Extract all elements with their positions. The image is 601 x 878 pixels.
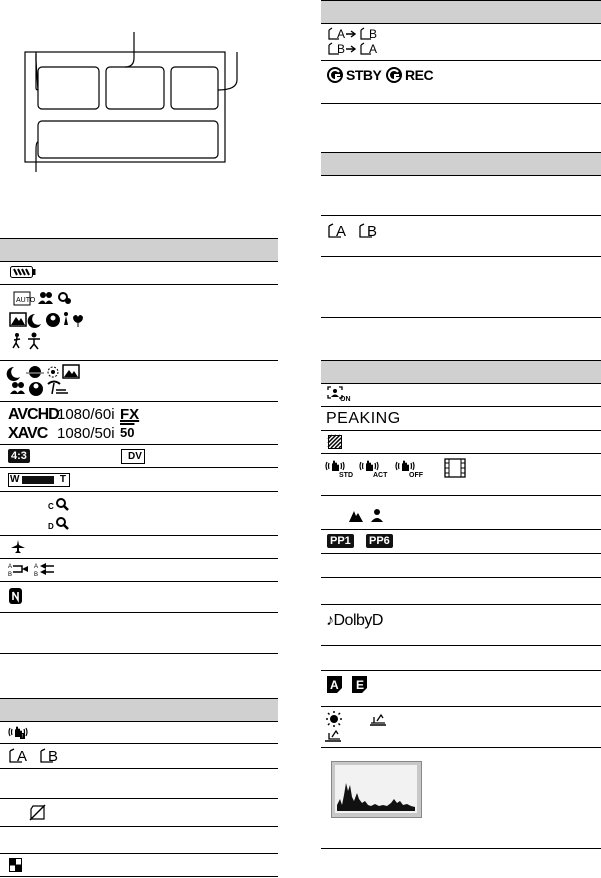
audio-e-label: E: [356, 678, 365, 692]
callout-right: [218, 52, 237, 90]
row-relay: [0, 559, 278, 582]
off-label: OFF: [409, 472, 423, 479]
row-aspect: [0, 445, 278, 468]
row-blank-r3: [321, 257, 601, 318]
row-clear-image-zoom: [0, 492, 278, 536]
relay-icons: [8, 562, 58, 578]
row-media-ab-r: [321, 216, 601, 257]
zoom-bar: [8, 473, 70, 487]
relay-b-to-a-icon: [34, 563, 54, 578]
copy-b2: B: [337, 42, 346, 56]
svg-text:D: D: [48, 522, 54, 531]
row-stby-rec: [321, 61, 601, 104]
svg-text:C: C: [48, 502, 54, 511]
row-blank-r4: [321, 554, 601, 578]
mountain-icon: [349, 511, 363, 522]
zoom-w-label: W: [10, 474, 20, 485]
aspect-4-3-badge: 4:3: [8, 449, 30, 463]
pp1-badge: PP1: [327, 534, 354, 548]
left-table-2-header: [0, 698, 278, 722]
nfc-icon: [9, 588, 23, 604]
left-table-2: [0, 698, 278, 878]
peaking-label: PEAKING: [326, 410, 401, 427]
portrait-icon: [38, 292, 53, 304]
zebra-icon: [328, 435, 342, 449]
steadyshot-warning-icon: [8, 725, 30, 739]
left-table: [0, 238, 278, 638]
screen-frame: [25, 52, 225, 162]
landscape-icon: [63, 365, 79, 378]
airplane-icon: [10, 540, 26, 554]
media-a-label-r: A: [336, 223, 347, 240]
row-battery: [0, 261, 278, 285]
copy-a2: A: [369, 42, 378, 56]
row-audio-a-e: [321, 671, 601, 707]
row-white-balance: [321, 707, 601, 748]
grid-icon: [9, 858, 23, 872]
copy-b1: B: [369, 27, 378, 41]
area-top-left: [38, 67, 99, 109]
format-1080-50i: 1080/50i: [57, 425, 115, 442]
row-blank-r2: [321, 175, 601, 216]
media-b-label-r: B: [367, 223, 378, 240]
svg-text:A: A: [34, 564, 39, 570]
media-a-label: A: [17, 748, 28, 765]
svg-text:!: !: [21, 734, 23, 740]
steadyshot-off-icon: [396, 461, 414, 472]
row-scene-selection: [0, 361, 278, 402]
spotlight-icon: [64, 312, 68, 325]
walking-icon: [13, 333, 20, 348]
focus-icons: [349, 508, 389, 524]
row-blank-r5: [321, 578, 601, 605]
scene-icons: [8, 289, 98, 355]
dolby-label: ♪DolbyD: [326, 612, 383, 629]
zoom-level-fill: [22, 476, 54, 484]
svg-text:A: A: [8, 564, 13, 570]
right-table-top-header: [321, 0, 601, 24]
zoom-c-icon: [48, 499, 68, 511]
row-blank-r6: [321, 646, 601, 671]
fx-label: FX: [120, 406, 140, 423]
macro-icon: [73, 315, 83, 327]
film-icon: [445, 459, 465, 477]
right-table-top: [321, 0, 601, 110]
row-format: [0, 402, 278, 445]
svg-text:AUTO: AUTO: [16, 297, 36, 304]
format-1080-60i: 1080/60i: [57, 406, 115, 423]
stby-label: STBY: [346, 67, 382, 83]
row-blank-4: [0, 827, 278, 854]
tripod-icon: [28, 333, 40, 350]
media-b-label: B: [48, 748, 59, 765]
right-table-middle: [321, 152, 601, 322]
custom-wb-icon-2: [325, 731, 341, 741]
right-table-bottom: [321, 360, 601, 850]
steadyshot-std-icon: [326, 461, 344, 472]
landscape-icon: [10, 313, 26, 326]
row-picture-profile: [321, 530, 601, 554]
row-nfc: [0, 582, 278, 613]
right-table-bottom-header: [321, 360, 601, 384]
sun-icon: [326, 711, 342, 727]
row-copy-direction: [321, 23, 601, 61]
callout-top: [125, 32, 134, 67]
row-focus: [321, 496, 601, 530]
area-top-center: [106, 67, 164, 109]
xavc-label: XAVC: [8, 425, 48, 442]
record-rec-icon: [385, 66, 403, 84]
sunrise-sunset-icon: [26, 366, 44, 378]
row-media-ab: [0, 744, 278, 769]
record-stby-icon: [326, 66, 344, 84]
row-grid: [0, 854, 278, 877]
beach-icon: [48, 382, 68, 395]
zoom-d-icon: [48, 518, 68, 531]
intelligent-auto-icon: [14, 292, 36, 305]
fireworks-icon: [48, 367, 58, 377]
right-table-middle-header: [321, 152, 601, 176]
area-bottom: [38, 121, 218, 158]
row-histogram: [321, 748, 601, 849]
row-steadyshot: [321, 454, 601, 496]
night-scene-icon: [7, 367, 20, 381]
scene-selection-icons: [8, 364, 98, 400]
row-blank-3: [0, 769, 278, 799]
baby-icon: [59, 293, 71, 304]
spotlight-icon: [29, 382, 43, 396]
relay-a-to-b-icon: [8, 564, 28, 578]
row-zoom: [0, 468, 278, 492]
act-label: ACT: [373, 472, 388, 479]
row-zebra: [321, 431, 601, 454]
row-steadyshot-warning: [0, 721, 278, 744]
row-face-detect: [321, 383, 601, 407]
histogram-icon: [331, 761, 423, 819]
steadyshot-active-icon: [360, 461, 378, 472]
area-top-right: [171, 67, 218, 109]
row-dolby: [321, 605, 601, 646]
portrait-icon: [10, 382, 25, 394]
backlight-portrait-icon: [46, 313, 60, 327]
custom-wb-icon: [370, 715, 386, 725]
white-balance-icons: [325, 711, 415, 743]
copy-a1: A: [337, 27, 346, 41]
battery-icon: [10, 266, 36, 278]
row-airplane: [0, 536, 278, 559]
svg-text:B: B: [34, 572, 39, 578]
fps-50-label: 50: [120, 425, 135, 440]
zoom-icons: [48, 497, 76, 531]
dv-icon: DV: [121, 449, 145, 464]
zoom-t-label: T: [59, 474, 66, 485]
svg-text:B: B: [8, 572, 13, 578]
row-peaking: [321, 407, 601, 431]
audio-a-label: A: [330, 678, 339, 692]
pp6-badge: PP6: [366, 534, 393, 548]
avchd-label: AVCHD: [8, 406, 59, 423]
row-no-card: [0, 799, 278, 827]
left-table-header: [0, 238, 278, 262]
row-blank-1: [0, 613, 278, 654]
screen-layout-diagram: [0, 0, 300, 230]
std-label: STD: [339, 472, 353, 479]
person-icon: [371, 509, 383, 522]
rec-label: REC: [405, 67, 434, 83]
no-memory-card-icon: [30, 805, 48, 821]
night-icon: [28, 314, 41, 328]
face-on-label: ON: [340, 396, 351, 403]
row-scene: [0, 285, 278, 361]
